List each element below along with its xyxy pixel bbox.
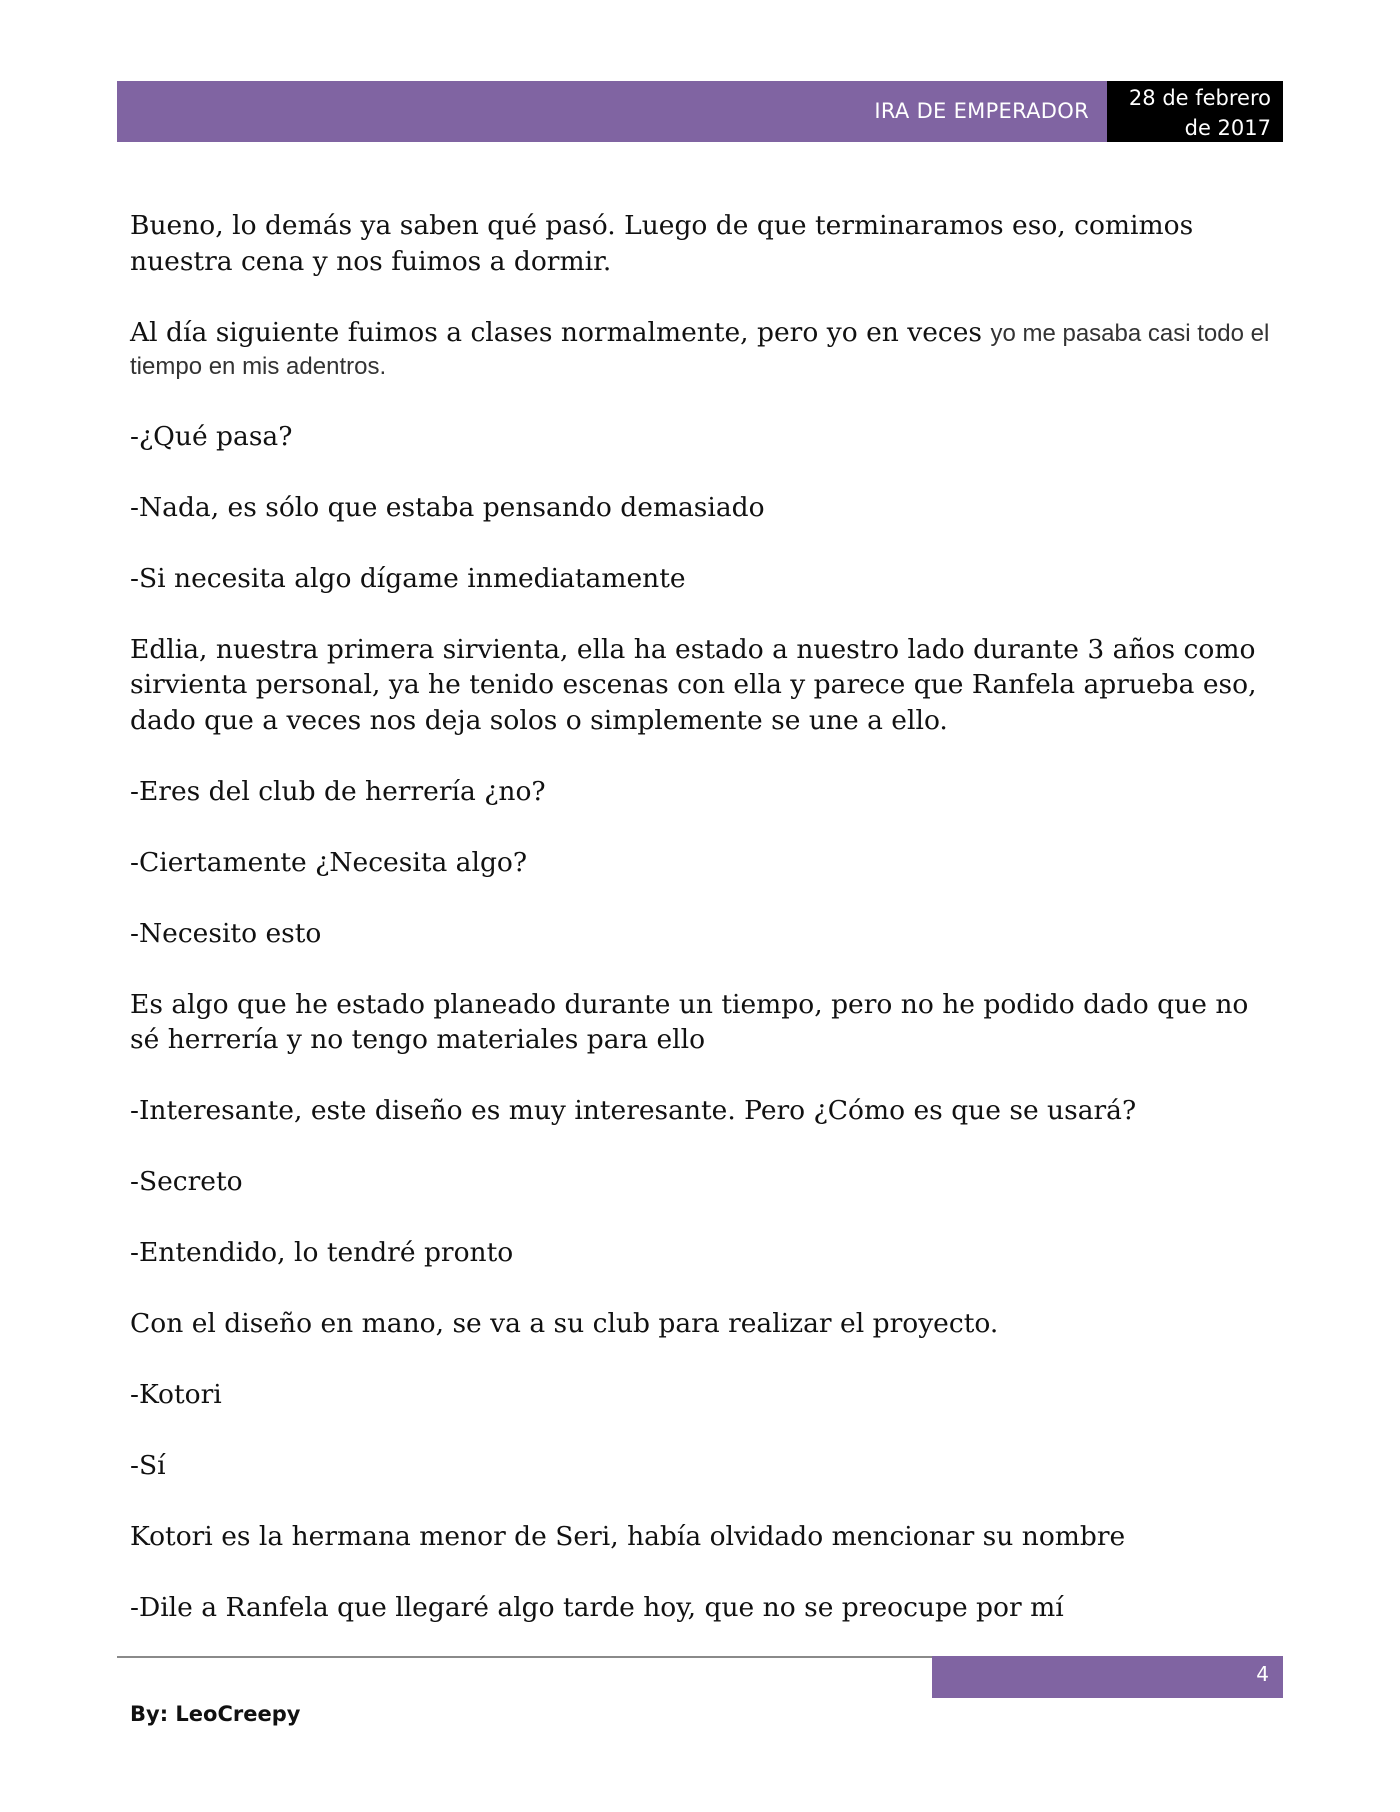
paragraph-sans-run: yo me pasaba casi todo el xyxy=(990,319,1270,347)
paragraph: Con el diseño en mano, se va a su club para realizar el proyecto. xyxy=(130,1308,999,1339)
author-credit: By: LeoCreepy xyxy=(130,1702,301,1726)
date-line-2: de 2017 xyxy=(1184,116,1271,140)
paragraph-mixed-font xyxy=(130,315,1280,384)
header-date-box xyxy=(1107,81,1283,142)
paragraph: Kotori es la hermana menor de Seri, había olvidado mencionar su nombre xyxy=(130,1521,1126,1552)
dialogue-line: -Ciertamente ¿Necesita algo? xyxy=(130,846,528,878)
footer-divider xyxy=(117,1656,932,1658)
paragraph-sans-line: tiempo en mis adentros. xyxy=(130,353,387,380)
document-title: IRA DE EMPERADOR xyxy=(874,99,1089,123)
dialogue-line: -Secreto xyxy=(130,1166,243,1197)
document-date xyxy=(1111,83,1271,143)
dialogue-line: -Sí xyxy=(130,1450,166,1481)
paragraph: Bueno, lo demás ya saben qué pasó. Luego de que terminaramos eso, comimos nuestra cena y nos fuimos a dormir. xyxy=(130,210,1194,277)
dialogue-line: -Nada, es sólo que estaba pensando demasiado xyxy=(130,491,765,523)
paragraph-serif-run: Al día siguiente fuimos a clases normalmente, pero yo en veces xyxy=(130,316,991,348)
date-line-1: 28 de febrero xyxy=(1128,86,1271,110)
footer-bar xyxy=(932,1656,1283,1698)
dialogue-line: -Interesante, este diseño es muy interesante. Pero ¿Cómo es que se usará? xyxy=(130,1095,1137,1126)
paragraph: Edlia, nuestra primera sirvienta, ella ha estado a nuestro lado durante 3 años como sirvienta personal, ya he tenido escenas con ella y parece que Ranfela aprueba eso, dado que a veces nos deja solos o simplemente se une a ello. xyxy=(130,633,1257,736)
page-number: 4 xyxy=(1256,1662,1269,1686)
paragraph: Es algo que he estado planeado durante un tiempo, pero no he podido dado que no sé herrería y no tengo materiales para ello xyxy=(130,988,1249,1055)
dialogue-line: -Entendido, lo tendré pronto xyxy=(130,1237,514,1268)
dialogue-line: -Eres del club de herrería ¿no? xyxy=(130,775,546,807)
dialogue-line: -¿Qué pasa? xyxy=(130,420,293,452)
header-bar xyxy=(117,81,1107,142)
dialogue-line: -Necesito esto xyxy=(130,917,322,949)
dialogue-line: -Kotori xyxy=(130,1379,222,1410)
document-body xyxy=(130,208,1280,1661)
dialogue-line: -Dile a Ranfela que llegaré algo tarde hoy, que no se preocupe por mí xyxy=(130,1592,1064,1623)
dialogue-line: -Si necesita algo dígame inmediatamente xyxy=(130,562,686,594)
